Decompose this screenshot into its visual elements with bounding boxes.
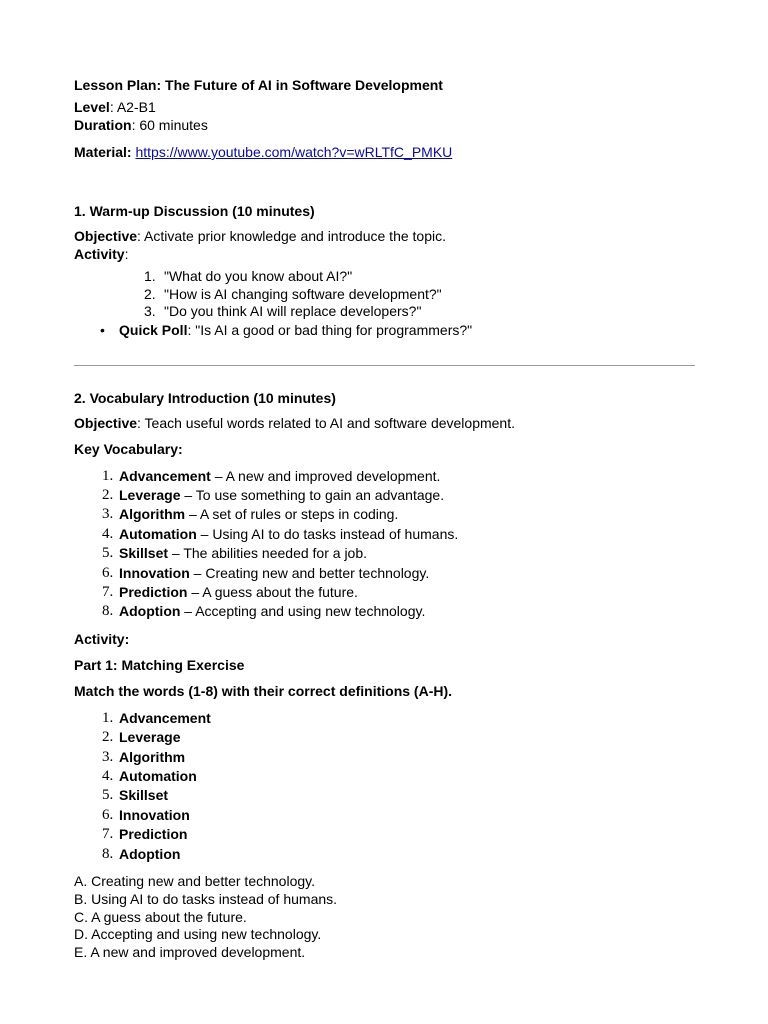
- list-item: 3. Algorithm: [102, 748, 186, 765]
- list-item: 1. "What do you know about AI?": [144, 268, 353, 284]
- list-item: 8. Adoption – Accepting and using new technology.: [102, 603, 426, 620]
- level-line: Level: A2-B1: [74, 99, 156, 115]
- section1-activity-label: Activity:: [74, 246, 129, 262]
- list-item: 3. Algorithm – A set of rules or steps in coding.: [102, 506, 399, 523]
- document-page: [74, 76, 695, 962]
- part1-label: Part 1: Matching Exercise: [74, 656, 245, 673]
- section2-heading: 2. Vocabulary Introduction (10 minutes): [74, 389, 336, 406]
- section2-objective: Objective: Teach useful words related to AI and software development.: [74, 414, 515, 431]
- list-item: 7. Prediction – A guess about the future.: [102, 583, 358, 600]
- list-item: 2. "How is AI changing software development?": [144, 285, 442, 302]
- lesson-title: Lesson Plan: The Future of AI in Software Development: [74, 77, 443, 93]
- list-item: 2. Leverage – To use something to gain an advantage.: [102, 486, 445, 503]
- list-item: 1. Advancement – A new and improved development.: [102, 467, 441, 484]
- section1-objective: Objective: Activate prior knowledge and introduce the topic.: [74, 228, 446, 244]
- list-item: 4. Automation: [102, 767, 197, 784]
- definition-item: B. Using AI to do tasks instead of humans.: [74, 890, 338, 907]
- material-line: Material: https://www.youtube.com/watch?v=wRLTfC_PMKU: [74, 144, 453, 160]
- list-item: 1. Advancement: [102, 709, 211, 726]
- list-item: 7. Prediction: [102, 826, 188, 843]
- matching-instruction: Match the words (1-8) with their correct definitions (A-H).: [74, 682, 453, 699]
- bullet-icon: •: [100, 321, 105, 338]
- warmup-question-list: [74, 268, 695, 321]
- definition-item: C. A guess about the future.: [74, 908, 247, 925]
- matching-word-list: [74, 709, 695, 864]
- list-item: 6. Innovation – Creating new and better technology.: [102, 564, 430, 581]
- list-item: 3. "Do you think AI will replace developers?": [144, 303, 422, 319]
- definition-item: D. Accepting and using new technology.: [74, 926, 322, 943]
- duration-line: Duration: 60 minutes: [74, 117, 208, 133]
- list-item: 4. Automation – Using AI to do tasks instead of humans.: [102, 525, 459, 542]
- key-vocabulary-label: Key Vocabulary:: [74, 440, 183, 457]
- section1-heading: 1. Warm-up Discussion (10 minutes): [74, 203, 315, 219]
- definitions-list: [74, 873, 695, 962]
- material-link[interactable]: https://www.youtube.com/watch?v=wRLTfC_PMKU: [135, 144, 453, 160]
- list-item: 6. Innovation: [102, 806, 190, 823]
- vocabulary-list: [74, 467, 695, 622]
- list-item: 5. Skillset: [102, 787, 169, 804]
- list-item: 5. Skillset – The abilities needed for a job.: [102, 545, 368, 562]
- section-divider: [74, 365, 695, 366]
- list-item: 2. Leverage: [102, 729, 181, 746]
- quick-poll-item: • Quick Poll: "Is AI a good or bad thing for programmers?": [100, 321, 473, 338]
- list-item: 8. Adoption: [102, 845, 181, 862]
- definition-item: E. A new and improved development.: [74, 944, 306, 961]
- activity-label: Activity:: [74, 630, 130, 647]
- definition-item: A. Creating new and better technology.: [74, 873, 316, 889]
